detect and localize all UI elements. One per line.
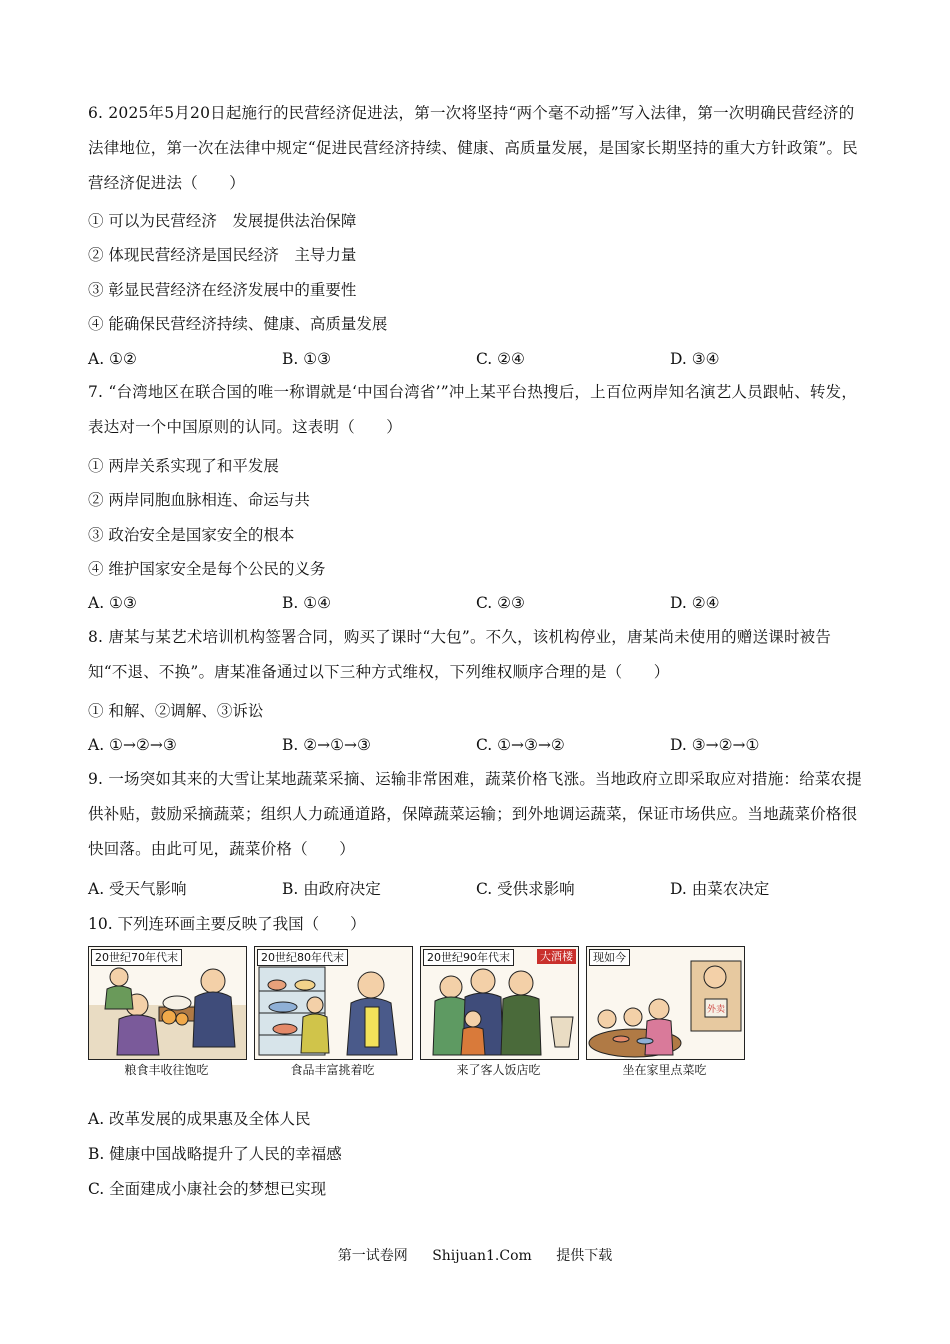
delivery-box-label: 外卖	[706, 1005, 726, 1015]
question-10-option-c: C. 全面建成小康社会的梦想已实现	[88, 1180, 327, 1198]
question-8-option-b: B. ②→①→③	[282, 736, 371, 754]
comic-panel-1-tag: 20世纪70年代末	[91, 949, 182, 966]
question-7-options	[88, 593, 863, 613]
comic-panel-2-tag: 20世纪80年代末	[257, 949, 348, 966]
comic-strip	[88, 946, 748, 1086]
question-6-item-4: ④ 能确保民营经济持续、健康、高质量发展	[88, 315, 388, 333]
question-6-item-3: ③ 彰显民营经济在经济发展中的重要性	[88, 281, 357, 299]
question-8-option-d: D. ③→②→①	[670, 736, 760, 754]
footer-site-name: 第一试卷网	[337, 1248, 408, 1264]
question-8-item-1: ① 和解、②调解、③诉讼	[88, 702, 264, 720]
question-9-options	[88, 879, 863, 899]
page-footer	[0, 1247, 950, 1265]
question-8-option-c: C. ①→③→②	[476, 736, 565, 754]
question-7-option-c: C. ②③	[476, 594, 525, 612]
question-6-option-a: A. ①②	[88, 350, 137, 368]
question-8-stem: 8. 唐某与某艺术培训机构签署合同，购买了课时“大包”。不久，该机构停业，唐某尚未使用的赠送课时被告知“不退、不换”。唐某准备通过以下三种方式维权，下列维权顺序合理的是（ ）	[88, 628, 832, 681]
restaurant-sign: 大酒楼	[537, 949, 576, 964]
question-9-option-b: B. 由政府决定	[282, 880, 381, 898]
question-6-item-1: ① 可以为民营经济 发展提供法治保障	[88, 212, 357, 230]
question-7-option-d: D. ②④	[670, 594, 720, 612]
question-9-option-c: C. 受供求影响	[476, 880, 575, 898]
question-7-item-2: ② 两岸同胞血脉相连、命运与共	[88, 491, 310, 509]
question-7-item-3: ③ 政治安全是国家安全的根本	[88, 526, 295, 544]
question-10-option-a: A. 改革发展的成果惠及全体人民	[88, 1110, 311, 1128]
question-7-option-b: B. ①④	[282, 594, 332, 612]
comic-panel-2-caption: 食品丰富挑着吃	[290, 1063, 375, 1077]
comic-panel-3-caption: 来了客人饭店吃	[456, 1063, 541, 1077]
comic-panel-1-caption: 粮食丰收往饱吃	[124, 1063, 209, 1077]
question-10-option-b: B. 健康中国战略提升了人民的幸福感	[88, 1145, 342, 1163]
question-7-stem: 7. “台湾地区在联合国的唯一称谓就是‘中国台湾省’”冲上某平台热搜后，上百位两岸知名演艺人员跟帖、转发，表达对一个中国原则的认同。这表明（ ）	[88, 383, 858, 436]
question-6-options	[88, 349, 863, 369]
question-7-item-1: ① 两岸关系实现了和平发展	[88, 457, 279, 475]
footer-download-note: 提供下载	[556, 1248, 613, 1264]
question-8-option-a: A. ①→②→③	[88, 736, 177, 754]
question-6-item-2: ② 体现民营经济是国民经济 主导力量	[88, 246, 357, 264]
question-7-item-4: ④ 维护国家安全是每个公民的义务	[88, 560, 326, 578]
question-9-option-d: D. 由菜农决定	[670, 880, 770, 898]
question-8-options	[88, 735, 863, 755]
question-10-stem: 10. 下列连环画主要反映了我国（ ）	[88, 915, 366, 933]
question-9-stem: 9. 一场突如其来的大雪让某地蔬菜采摘、运输非常困难，蔬菜价格飞涨。当地政府立即采取应对措施：给菜农提供补贴，鼓励采摘蔬菜；组织人力疏通道路，保障蔬菜运输；到外地调运蔬菜，保证市场供应。当地蔬菜价格很快回落。由此可见，蔬菜价格（ ）	[88, 770, 862, 858]
comic-panel-2	[254, 946, 413, 1060]
comic-panel-4-tag: 现如今	[589, 949, 630, 966]
comic-panel-4	[586, 946, 745, 1060]
comic-panel-3	[420, 946, 579, 1060]
question-6-stem: 6. 2025年5月20日起施行的民营经济促进法，第一次将坚持“两个毫不动摇”写入法律，第一次明确民营经济的法律地位，第一次在法律中规定“促进民营经济持续、健康、高质量发展，是国家长期坚持的重大方针政策”。民营经济促进法（ ）	[88, 104, 858, 192]
comic-panel-3-tag: 20世纪90年代末	[423, 949, 514, 966]
question-6-option-d: D. ③④	[670, 350, 720, 368]
question-6-option-b: B. ①③	[282, 350, 332, 368]
question-9-option-a: A. 受天气影响	[88, 880, 187, 898]
comic-panel-1	[88, 946, 247, 1060]
comic-panel-4-caption: 坐在家里点菜吃	[622, 1063, 707, 1077]
question-6-option-c: C. ②④	[476, 350, 525, 368]
footer-site-domain: Shijuan1.Com	[432, 1248, 532, 1264]
question-7-option-a: A. ①③	[88, 594, 137, 612]
